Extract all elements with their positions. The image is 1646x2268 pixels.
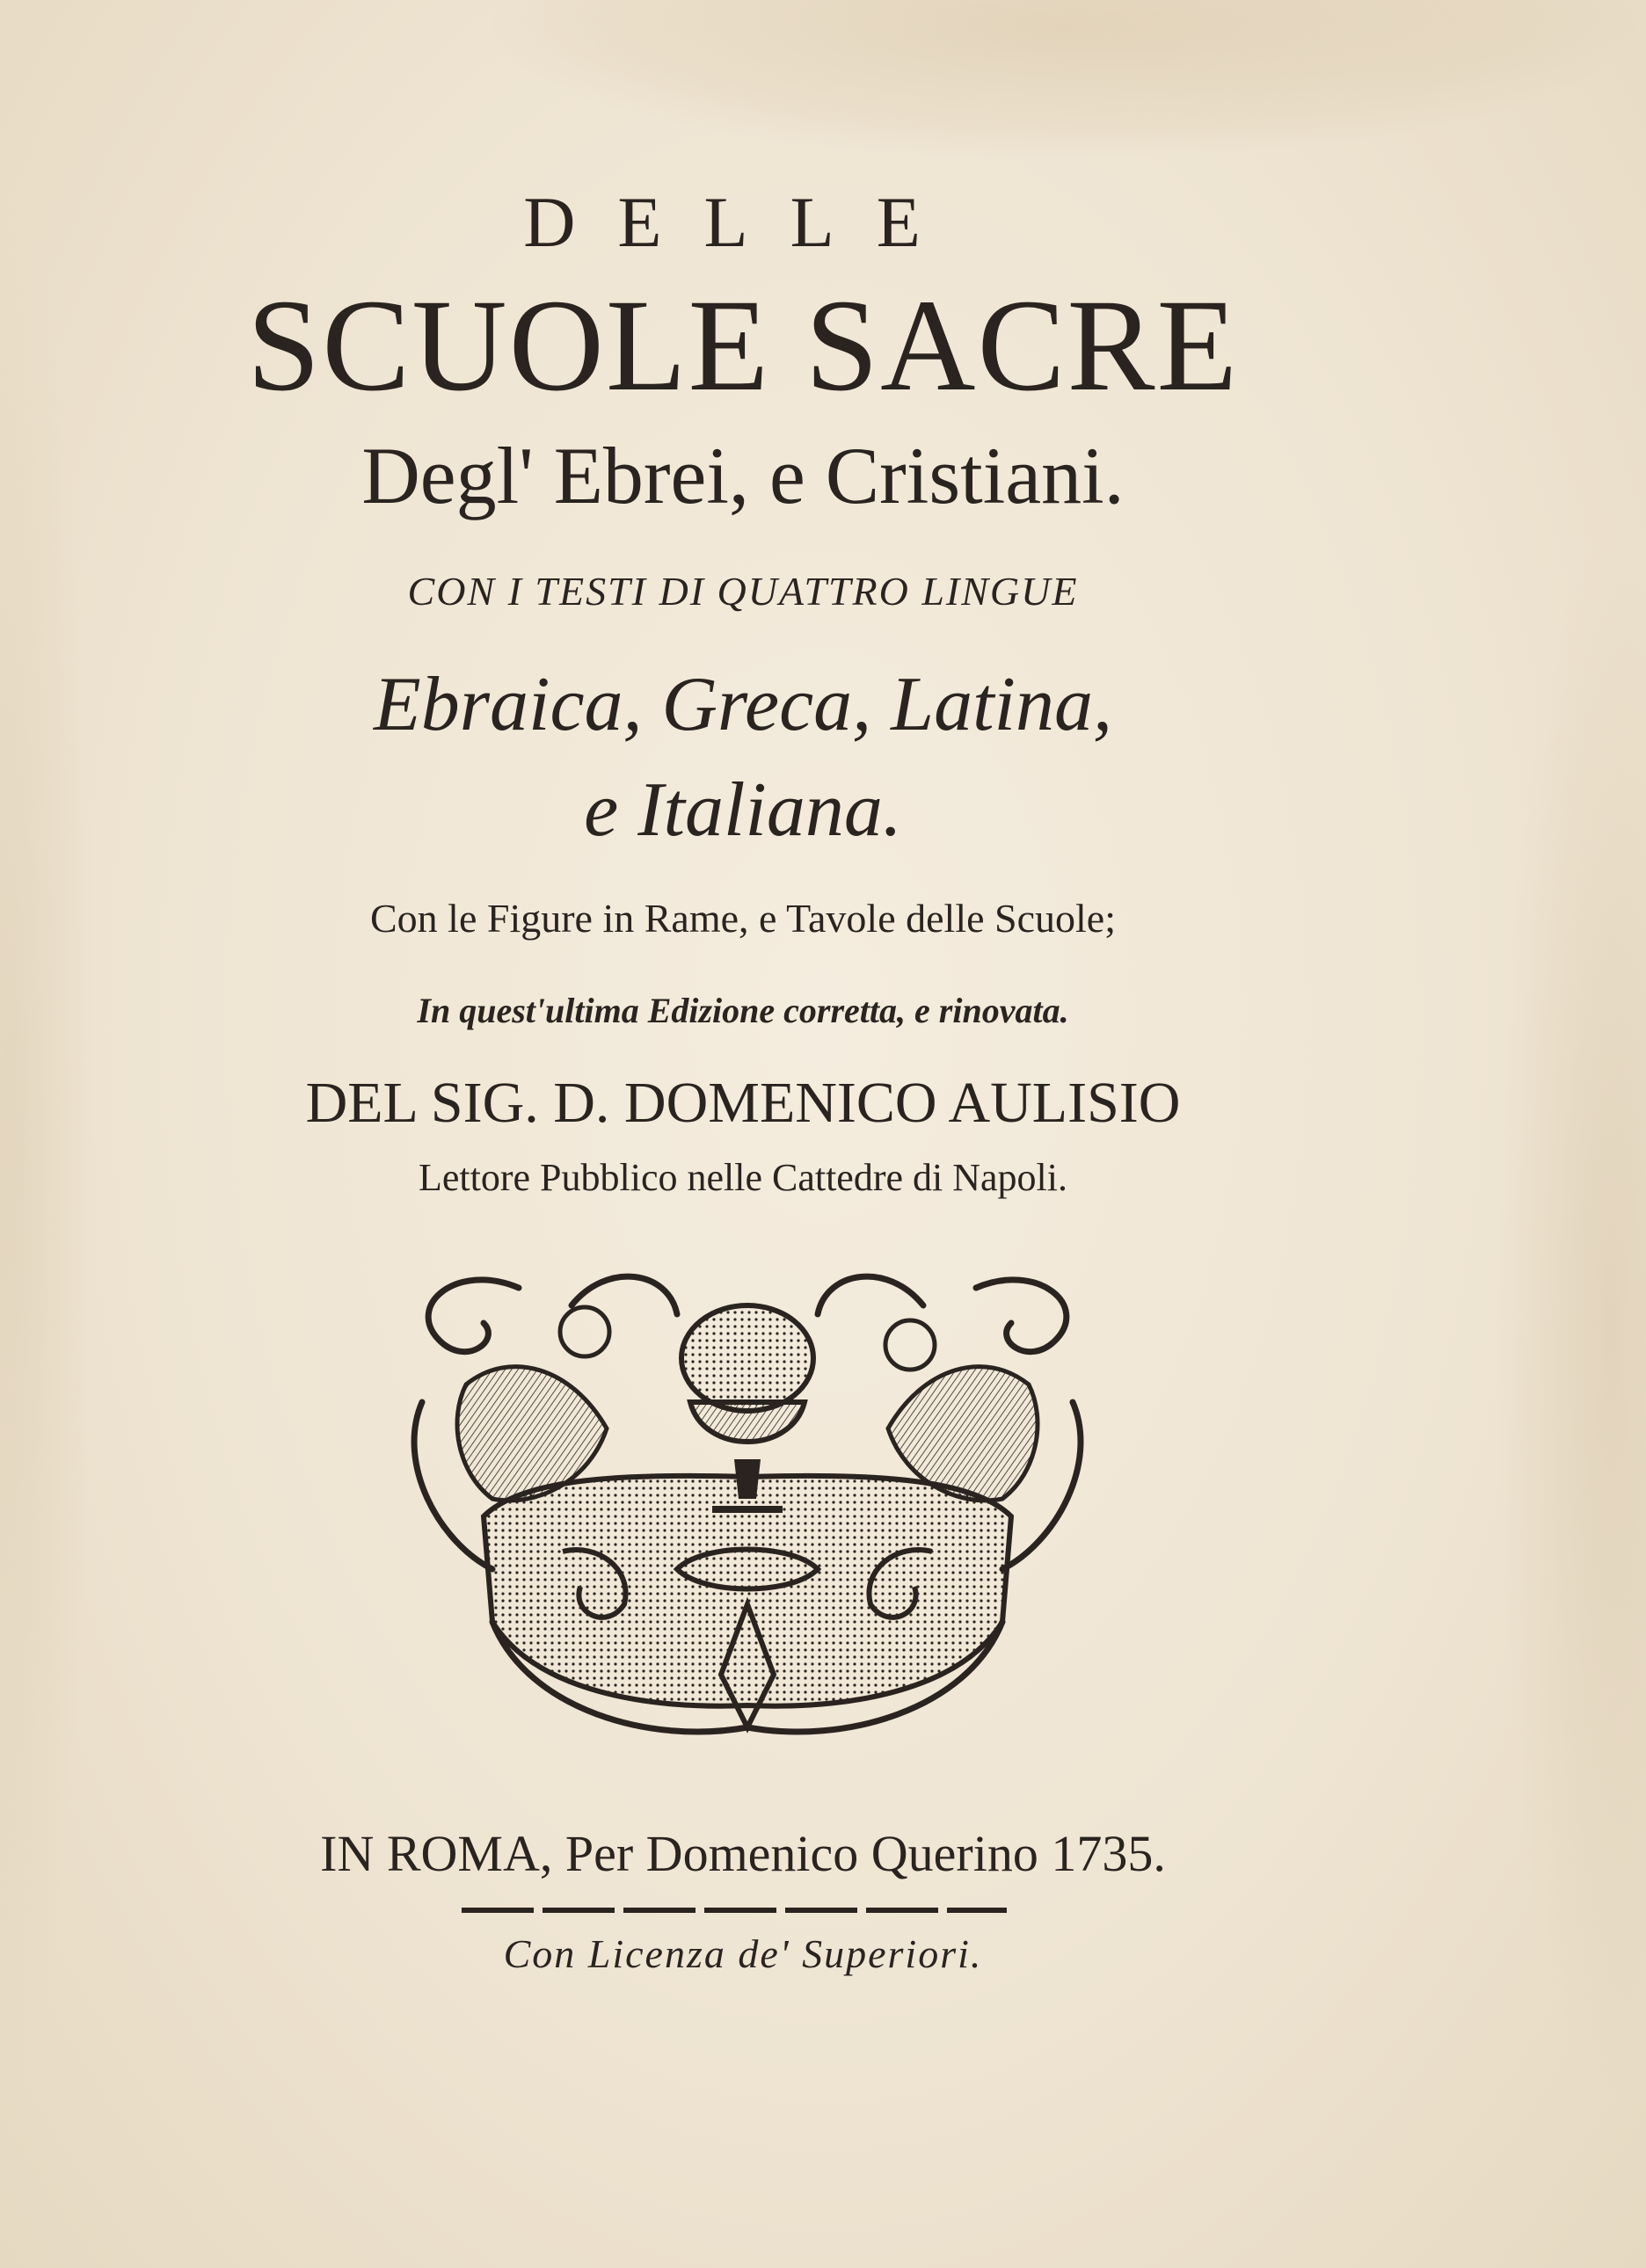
- imprint: IN ROMA, Per Domenico Querino 1735.: [320, 1825, 1166, 1882]
- languages-line-2: e Italiana.: [584, 767, 902, 853]
- dashed-rule: [462, 1908, 1007, 1913]
- title-delle: DELLE: [523, 182, 963, 262]
- figures-line: Con le Figure in Rame, e Tavole delle Scuole;: [369, 896, 1116, 941]
- paper-stain: [492, 0, 1635, 158]
- main-title: SCUOLE SACRE: [246, 273, 1240, 418]
- printers-device-ornament-icon: [387, 1253, 1108, 1763]
- license-line: Con Licenza de' Superiori.: [503, 1931, 983, 1976]
- author-line: DEL SIG. D. DOMENICO AULISIO: [305, 1071, 1181, 1135]
- author-title: Lettore Pubblico nelle Cattedre di Napoli.: [418, 1156, 1067, 1199]
- subtitle: Degl' Ebrei, e Cristiani.: [361, 431, 1125, 520]
- paper-stain: [1495, 527, 1646, 2110]
- edition-line: In quest'ultima Edizione corretta, e rinovata.: [417, 991, 1069, 1030]
- languages-line-1: Ebraica, Greca, Latina,: [374, 662, 1112, 747]
- texts-line: CON I TESTI DI QUATTRO LINGUE: [407, 569, 1079, 614]
